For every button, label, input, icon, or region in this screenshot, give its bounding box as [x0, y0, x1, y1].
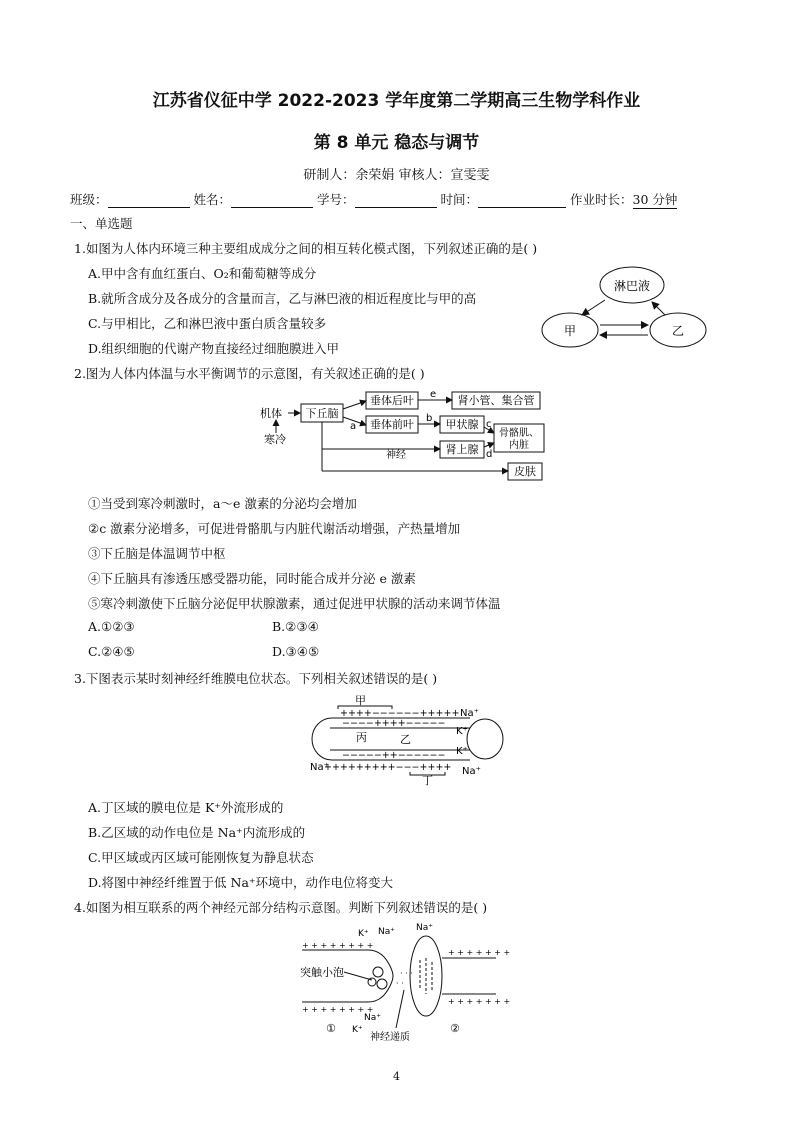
time-label: 时间：: [440, 192, 479, 207]
q2-stem: 2.图为人体内体温与水平衡调节的示意图，有关叙述正确的是( ): [74, 366, 425, 381]
q2-diagram: [258, 387, 558, 487]
k-bottom: K⁺: [352, 1025, 363, 1035]
section-heading: 一、单选题: [70, 216, 133, 231]
vesicle-label: 突触小泡: [300, 966, 344, 979]
q3-diagram: [310, 692, 520, 787]
duration-value: 30 分钟: [632, 192, 678, 207]
q3-option-b: B.乙区域的动作电位是 Na⁺内流形成的: [88, 825, 306, 840]
time-blank: [478, 192, 566, 208]
q2-statement-4: ④下丘脑具有渗透压感受器功能，同时能合成并分泌 e 激素: [88, 571, 416, 586]
neurotransmitter-label: 神经递质: [370, 1032, 410, 1043]
svg-text:+ + + + + + + +: + + + + + + + +: [302, 1005, 374, 1014]
vesicle-2: [377, 979, 387, 989]
na-bottom: Na⁺: [364, 1013, 381, 1023]
q2-option-d: D.③④⑤: [272, 644, 320, 659]
hypothalamus-label: 下丘脑: [305, 407, 339, 420]
q1-option-b: B.就所含成分及各成分的含量而言，乙与淋巴液的相近程度比与甲的高: [88, 291, 477, 306]
q1-option-c: C.与甲相比，乙和淋巴液中蛋白质含量较多: [88, 316, 327, 331]
neuron-2-label: ②: [450, 1022, 460, 1035]
svg-text:· ·: · ·: [396, 979, 404, 988]
authors-line: 研制人：余荣娟 审核人：宣雯雯: [303, 168, 490, 183]
na-top-right: Na⁺: [416, 923, 433, 933]
svg-text:+ + + + + + + +: + + + + + + + +: [302, 941, 374, 950]
yi-label: 乙: [400, 733, 411, 746]
name-blank: [231, 192, 313, 208]
top-outer-charges: ++++−−−−−−+++++: [340, 708, 460, 719]
top-inner-charges: −−−−++++−−−−−: [342, 718, 446, 729]
vesicle-1: [373, 967, 383, 977]
svg-text:+ + + + + + +: + + + + + + +: [448, 948, 511, 957]
ding-label: 丁: [422, 774, 433, 787]
jia-label: 甲: [355, 694, 366, 707]
na-top-left: Na⁺: [378, 927, 395, 937]
bottom-outer-charges: +++++++++−−−++++: [324, 762, 452, 773]
duration-label: 作业时长：: [570, 192, 633, 207]
document-title: 江苏省仪征中学 2022-2023 学年度第二学期高三生物学科作业: [152, 91, 641, 111]
yi-label: 乙: [671, 324, 685, 338]
k-top: K⁺: [456, 726, 468, 737]
q3-option-d: D.将图中神经纤维置于低 Na⁺环境中，动作电位将变大: [88, 875, 394, 890]
na-bottom-right: Na⁺: [462, 766, 481, 777]
lymph-to-jia-arrow: [582, 300, 605, 315]
thyroid-label: 甲状腺: [445, 418, 479, 431]
class-blank: [108, 192, 190, 208]
yi-to-lymph-arrow: [652, 302, 665, 315]
class-label: 班级：: [70, 192, 108, 207]
neuron-1-label: ①: [326, 1022, 336, 1035]
bing-label: 丙: [356, 731, 367, 744]
na-top: Na⁺: [460, 708, 479, 719]
label-e: e: [430, 389, 437, 400]
info-line: [70, 190, 677, 209]
q1-diagram: [540, 262, 720, 362]
label-c: c: [486, 419, 492, 430]
nerve-label: 神经: [386, 450, 406, 461]
label-b: b: [426, 413, 433, 424]
q1-stem: 1.如图为人体内环境三种主要组成成分之间的相互转化模式图，下列叙述正确的是( ): [74, 241, 538, 256]
page-number: 4: [393, 1070, 400, 1083]
q2-option-a: A.①②③: [88, 619, 135, 634]
bottom-inner-charges: −−−−−++−−−−−−: [342, 750, 446, 761]
cold-label: 寒冷: [264, 433, 286, 446]
q2-statement-5: ⑤寒冷刺激使下丘脑分泌促甲状腺激素，通过促进甲状腺的活动来调节体温: [88, 596, 501, 611]
q3-option-c: C.甲区域或丙区域可能刚恢复为静息状态: [88, 850, 314, 865]
anterior-pituitary-label: 垂体前叶: [370, 418, 414, 431]
q2-statement-2: ②c 激素分泌增多，可促进骨骼肌与内脏代谢活动增强，产热量增加: [88, 521, 461, 536]
q4-stem: 4.如图为相互联系的两个神经元部分结构示意图。判断下列叙述错误的是( ): [74, 900, 488, 915]
unit-title: 第 8 单元 稳态与调节: [313, 133, 480, 153]
id-label: 学号：: [317, 192, 355, 207]
id-blank: [355, 192, 437, 208]
jia-label: 甲: [563, 324, 577, 338]
svg-text:· · ·: · · ·: [400, 969, 413, 978]
q2-statement-1: ①当受到寒冷刺激时，a～e 激素的分泌均会增加: [88, 496, 357, 511]
label-d: d: [486, 449, 493, 460]
k-bottom: K⁺: [456, 746, 468, 757]
q3-option-a: A.丁区域的膜电位是 K⁺外流形成的: [88, 800, 284, 815]
muscle-label-2: 内脏: [509, 440, 529, 451]
q1-option-a: A.甲中含有血红蛋白、O₂和葡萄糖等成分: [88, 266, 317, 281]
name-label: 姓名：: [193, 192, 232, 207]
q3-stem: 3.下图表示某时刻神经纤维膜电位状态。下列相关叙述错误的是( ): [74, 671, 438, 686]
label-a: a: [350, 421, 357, 432]
q2-statement-3: ③下丘脑是体温调节中枢: [88, 546, 226, 561]
kidney-label: 肾小管、集合管: [457, 394, 535, 407]
q4-diagram: [298, 920, 511, 1043]
svg-text:+ + + + + + +: + + + + + + +: [448, 997, 511, 1006]
axon-end: [467, 719, 503, 759]
q2-option-b: B.②③④: [272, 619, 319, 634]
k-top: K⁺: [358, 929, 369, 939]
q2-option-c: C.②④⑤: [88, 644, 135, 659]
muscle-label-1: 骨骼肌、: [499, 428, 539, 439]
skin-label: 皮肤: [514, 465, 536, 478]
posterior-pituitary-label: 垂体后叶: [370, 394, 414, 407]
q1-option-d: D.组织细胞的代谢产物直接经过细胞膜进入甲: [88, 341, 340, 356]
body-label: 机体: [260, 407, 282, 420]
na-bottom-left: Na⁺: [310, 762, 329, 773]
adrenal-label: 肾上腺: [445, 443, 479, 456]
lymph-label: 淋巴液: [613, 279, 651, 293]
